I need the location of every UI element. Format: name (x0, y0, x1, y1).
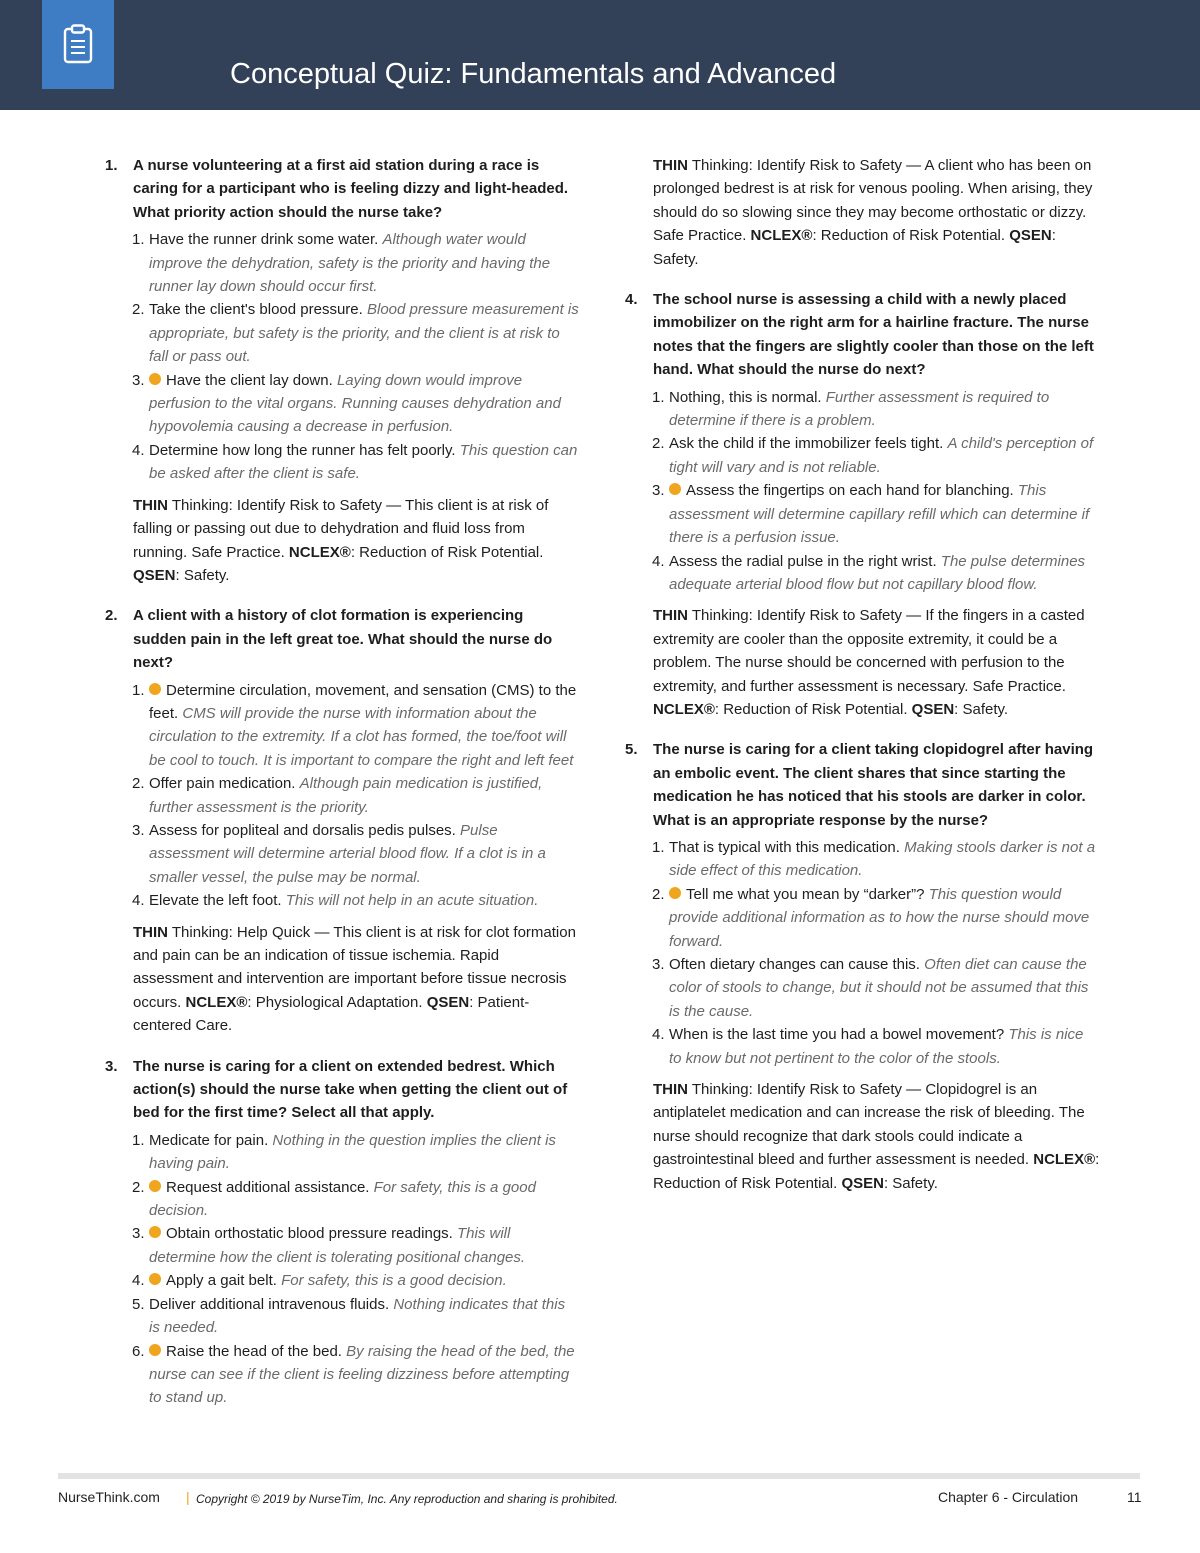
answer-text: Take the client's blood pressure. (149, 301, 363, 319)
question-number: 3. (105, 1057, 118, 1075)
answer-rationale: Making stools darker is not a side effect of this medication. (669, 838, 1096, 880)
nclex-label: NCLEX® (185, 993, 248, 1011)
answer-rationale: Often diet can cause the color of stools to change, but it should not be assumed that this is the cause. (669, 956, 1089, 1020)
answer-option[interactable] (652, 550, 1100, 597)
footer-separator: | (186, 1489, 190, 1505)
thin-thinking-note (105, 494, 580, 588)
answer-rationale: Nothing indicates that this is needed. (149, 1295, 566, 1337)
question-stem (625, 288, 1100, 382)
thin-thinking-note (625, 154, 1100, 271)
question-2 (105, 604, 580, 1037)
answer-rationale: Further assessment is required to determine if there is a problem. (669, 388, 1050, 430)
question-1 (105, 154, 580, 587)
answer-number: 4. (132, 892, 145, 910)
answer-option[interactable] (652, 883, 1100, 953)
right-column (625, 154, 1100, 1212)
question-number: 5. (625, 741, 638, 759)
thin-text: Thinking: Identify Risk to Safety — Clopidogrel is an antiplatelet medication and can increase the risk of bleeding. The nurse should recognize that dark stools could indicate a gastrointestinal bleed and further assessment is needed. (653, 1081, 1085, 1169)
page-header (0, 0, 1200, 110)
answer-rationale: Nothing in the question implies the client is having pain. (149, 1131, 556, 1173)
answer-rationale: For safety, this is a good decision. (281, 1272, 507, 1290)
answer-number: 3. (652, 956, 665, 973)
thin-thinking-note (625, 604, 1100, 721)
answer-number: 6. (132, 1342, 145, 1360)
qsen-label: QSEN (1009, 227, 1052, 245)
thin-text: Thinking: Identify Risk to Safety — If the fingers in a casted extremity are cooler than the opposite extremity, it could be a problem. The nurse should be concerned with perfusion to the extremity, and further assessment is necessary. Safe Practice. (653, 607, 1085, 695)
answer-number: 4. (652, 1026, 665, 1044)
answer-option[interactable] (132, 1269, 580, 1292)
thin-label: THIN (653, 607, 688, 625)
answer-text: Tell me what you mean by “darker”? (686, 885, 925, 903)
answer-number: 1. (652, 388, 665, 406)
answer-option[interactable] (132, 1293, 580, 1340)
answer-rationale: Pulse assessment will determine arterial blood flow. If a clot is in a smaller vessel, the pulse may be normal. (149, 821, 546, 886)
thin-thinking-note (105, 921, 580, 1038)
correct-answer-icon (669, 483, 681, 495)
question-number: 1. (105, 157, 118, 174)
answer-rationale: This will not help in an acute situation. (285, 892, 539, 910)
answer-text: Assess the fingertips on each hand for blanching. (686, 482, 1014, 500)
answer-text: Have the runner drink some water. (149, 231, 379, 249)
question-stem (625, 738, 1100, 832)
question-stem (105, 154, 580, 224)
thin-text: Thinking: Identify Risk to Safety — A client who has been on prolonged bedrest is at risk for venous pooling. When arising, they should do so slowing since they may become orthostatic or dizzy. Safe Practice. (653, 157, 1093, 245)
nclex-label: NCLEX® (1033, 1151, 1096, 1169)
thin-label: THIN (133, 923, 168, 941)
answer-rationale: This will determine how the client is tolerating positional changes. (149, 1225, 526, 1266)
question-3-thinking (625, 154, 1100, 271)
question-4 (625, 288, 1100, 721)
left-column (105, 154, 580, 1427)
question-text: The school nurse is assessing a child with a newly placed immobilizer on the right arm for a hairline fracture. The nurse notes that the fingers are slightly cooler than those on the left hand. What should the nurse do next? (653, 291, 1094, 379)
correct-answer-icon (149, 1273, 161, 1285)
header-badge (42, 0, 114, 89)
qsen-text: : Safety. (175, 566, 230, 584)
answer-number: 1. (132, 1131, 145, 1149)
qsen-label: QSEN (911, 700, 955, 718)
answer-option[interactable] (132, 772, 580, 819)
answer-option[interactable] (652, 1023, 1100, 1070)
answer-option[interactable] (652, 386, 1100, 433)
answer-rationale: Blood pressure measurement is appropriate, but safety is the priority, and the client is at risk to fall or pass out. (149, 301, 579, 366)
answer-rationale: CMS will provide the nurse with information about the circulation to the extremity. If a clot has formed, the toe/foot will be cool to touch. It is important to compare the right and left feet (149, 704, 574, 769)
question-number: 4. (625, 291, 638, 309)
answer-option[interactable] (652, 953, 1100, 1023)
answer-number: 4. (132, 1272, 145, 1290)
question-text: The nurse is caring for a client on extended bedrest. Which action(s) should the nurse take when getting the client out of bed for the first time? Select all that apply. (133, 1057, 568, 1122)
nclex-label: NCLEX® (750, 227, 813, 245)
nclex-text: : Reduction of Risk Potential. (812, 227, 1010, 245)
answer-text: When is the last time you had a bowel movement? (669, 1026, 1005, 1044)
question-5 (625, 738, 1100, 1195)
nclex-text: : Reduction of Risk Potential. (653, 1151, 1100, 1192)
answer-rationale: The pulse determines adequate arterial blood flow but not capillary blood flow. (669, 552, 1086, 593)
answer-rationale: Laying down would improve perfusion to the vital organs. Running causes dehydration and hypovolemia causing a decrease in perfusion. (149, 371, 561, 436)
answer-number: 3. (132, 371, 145, 389)
qsen-label: QSEN (426, 993, 470, 1011)
answer-rationale: Although water would improve the dehydration, safety is the priority and having the runner lay down should occur first. (149, 231, 551, 296)
answer-option[interactable] (132, 819, 580, 889)
question-text: A nurse volunteering at a first aid station during a race is caring for a participant who is feeling dizzy and light-headed. What priority action should the nurse take? (133, 157, 569, 221)
answer-list (105, 228, 580, 485)
answer-rationale: Although pain medication is justified, further assessment is the priority. (149, 775, 543, 816)
answer-rationale: For safety, this is a good decision. (149, 1178, 536, 1220)
correct-answer-icon (149, 1180, 161, 1192)
answer-rationale: This question can be asked after the client is safe. (149, 441, 578, 483)
answer-number: 1. (132, 231, 145, 249)
nclex-label: NCLEX® (653, 700, 715, 718)
answer-text: Have the client lay down. (166, 371, 333, 389)
answer-option[interactable] (132, 298, 580, 368)
answer-text: Offer pain medication. (149, 775, 296, 793)
footer-divider (58, 1473, 1140, 1479)
answer-number: 3. (132, 821, 145, 839)
answer-number: 2. (652, 435, 665, 453)
thin-thinking-note (625, 1078, 1100, 1195)
correct-answer-icon (149, 1344, 161, 1356)
answer-option[interactable] (132, 369, 580, 439)
footer-chapter: Chapter 6 - Circulation (938, 1489, 1079, 1505)
qsen-text: : Safety. (653, 227, 1056, 268)
answer-text: Request additional assistance. (166, 1178, 370, 1196)
nclex-text: : Reduction of Risk Potential. (714, 700, 912, 718)
answer-text: Medicate for pain. (149, 1131, 269, 1149)
answer-option[interactable] (132, 228, 580, 298)
qsen-text: : Safety. (883, 1174, 938, 1192)
answer-rationale: This assessment will determine capillary refill which can determine if there is a perfusion issue. (669, 482, 1090, 547)
answer-text: Determine circulation, movement, and sensation (CMS) to the feet. (149, 681, 577, 722)
answer-text: That is typical with this medication. (669, 838, 900, 856)
answer-text: Often dietary changes can cause this. (669, 956, 920, 973)
correct-answer-icon (149, 373, 161, 385)
answer-text: Assess the radial pulse in the right wrist. (669, 552, 937, 570)
answer-text: Raise the head of the bed. (166, 1342, 342, 1360)
answer-option[interactable] (652, 836, 1100, 883)
qsen-text: : Safety. (954, 700, 1009, 718)
question-text: The nurse is caring for a client taking clopidogrel after having an embolic event. The client shares that since starting the medication he has noticed that his stools are darker in color. What is an appropriate response by the nurse? (653, 741, 1094, 829)
nclex-label: NCLEX® (288, 543, 351, 561)
question-stem (105, 604, 580, 674)
answer-option[interactable] (132, 439, 580, 486)
answer-text: Deliver additional intravenous fluids. (149, 1295, 390, 1313)
answer-list (625, 836, 1100, 1070)
question-number: 2. (105, 607, 118, 625)
thin-label: THIN (653, 1081, 688, 1099)
answer-number: 4. (132, 441, 145, 459)
answer-option[interactable] (652, 479, 1100, 549)
answer-list (625, 386, 1100, 597)
answer-rationale: This question would provide additional information as to how the nurse should move forward. (669, 885, 1090, 950)
thin-text: Thinking: Identify Risk to Safety — This client is at risk of falling or passing out due to dehydration and fluid loss from running. Safe Practice. (133, 496, 549, 561)
answer-list (105, 1129, 580, 1410)
question-3 (105, 1055, 580, 1410)
answer-option[interactable] (132, 1340, 580, 1410)
answer-option[interactable] (132, 1176, 580, 1223)
qsen-text: : Patient-centered Care. (133, 993, 530, 1035)
answer-text: Obtain orthostatic blood pressure readings. (166, 1225, 453, 1243)
thin-text: Thinking: Help Quick — This client is at risk for clot formation and pain can be an indication of tissue ischemia. Rapid assessment and intervention are important before tissue necrosis occurs. (133, 923, 576, 1011)
qsen-label: QSEN (133, 566, 176, 584)
nclex-text: : Physiological Adaptation. (247, 993, 427, 1011)
footer-copyright: Copyright © 2019 by NurseTim, Inc. Any reproduction and sharing is prohibited. (196, 1492, 618, 1506)
answer-number: 3. (652, 482, 665, 500)
nclex-text: : Reduction of Risk Potential. (350, 543, 544, 561)
answer-text: Determine how long the runner has felt poorly. (149, 441, 456, 459)
correct-answer-icon (669, 887, 681, 899)
answer-number: 2. (132, 775, 145, 793)
answer-list (105, 679, 580, 913)
thin-label: THIN (653, 157, 688, 174)
answer-option[interactable] (132, 889, 580, 912)
answer-rationale: By raising the head of the bed, the nurse can see if the client is feeling dizziness before attempting to stand up. (149, 1342, 575, 1407)
answer-number: 2. (652, 885, 665, 903)
correct-answer-icon (149, 683, 161, 695)
footer-page-number: 11 (1127, 1489, 1142, 1505)
answer-option[interactable] (652, 432, 1100, 479)
answer-text: Nothing, this is normal. (669, 388, 822, 406)
answer-number: 2. (132, 301, 145, 319)
answer-text: Ask the child if the immobilizer feels tight. (669, 435, 944, 453)
qsen-label: QSEN (841, 1174, 884, 1192)
correct-answer-icon (149, 1226, 161, 1238)
footer-site-link[interactable]: NurseThink.com (58, 1489, 160, 1505)
answer-option[interactable] (132, 1222, 580, 1269)
answer-text: Elevate the left foot. (149, 892, 282, 910)
answer-number: 1. (132, 681, 145, 699)
question-text: A client with a history of clot formation is experiencing sudden pain in the left great toe. What should the nurse do next? (133, 607, 553, 672)
clipboard-icon (62, 24, 94, 64)
answer-option[interactable] (132, 1129, 580, 1176)
answer-number: 5. (132, 1295, 145, 1313)
answer-number: 4. (652, 552, 665, 570)
answer-text: Apply a gait belt. (166, 1272, 277, 1290)
answer-number: 2. (132, 1178, 145, 1196)
answer-rationale: A child's perception of tight will vary and is not reliable. (669, 435, 1094, 476)
question-stem (105, 1055, 580, 1125)
answer-number: 1. (652, 838, 665, 856)
thin-label: THIN (133, 496, 168, 514)
answer-option[interactable] (132, 679, 580, 773)
page-title: Conceptual Quiz: Fundamentals and Advanced (230, 58, 837, 90)
answer-text: Assess for popliteal and dorsalis pedis pulses. (149, 821, 456, 839)
answer-rationale: This is nice to know but not pertinent to the color of the stools. (669, 1026, 1084, 1067)
answer-number: 3. (132, 1225, 145, 1243)
